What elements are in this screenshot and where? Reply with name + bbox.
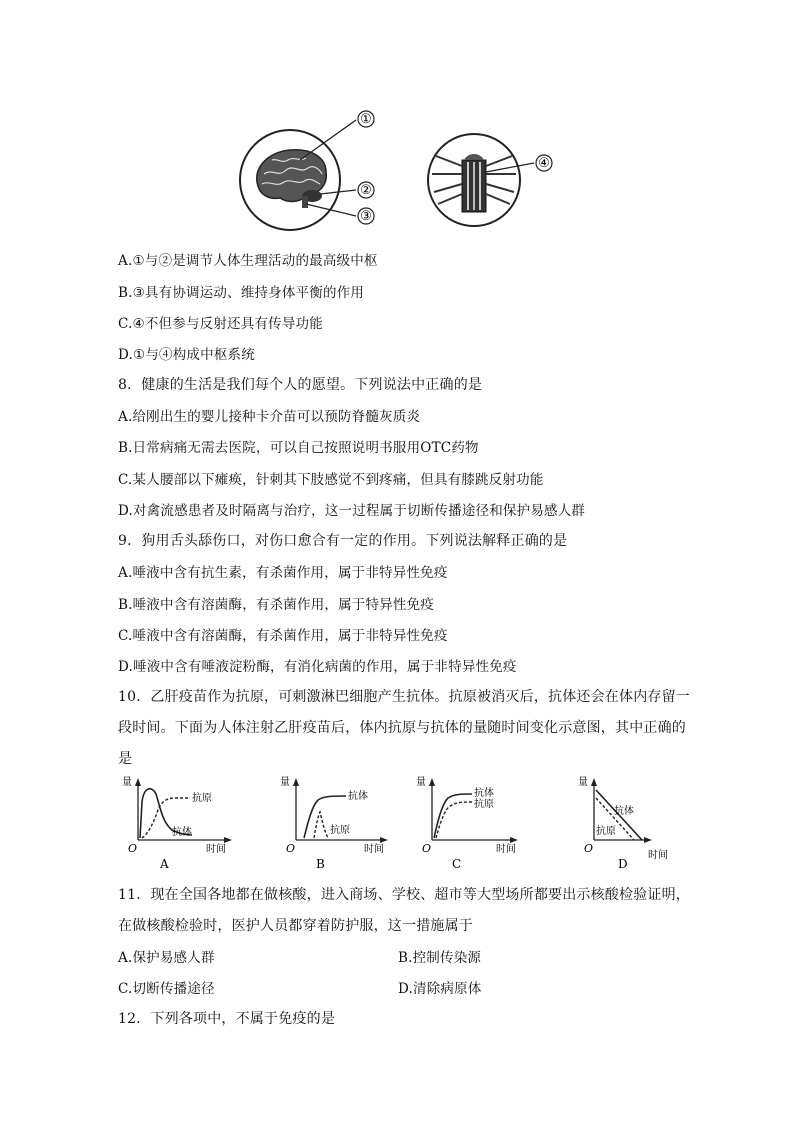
graph-a-origin: O [128, 842, 138, 855]
graph-d-antigen: 抗原 [596, 826, 616, 837]
nervous-system-figure [228, 108, 568, 233]
graph-d-origin: O [584, 842, 594, 855]
graph-c-xlabel: 时间 [496, 844, 516, 855]
graph-b-origin: O [286, 842, 296, 855]
label-1: ① [360, 112, 372, 127]
label-3: ③ [360, 209, 372, 224]
q11-option-c: C.切断传播途径 [118, 981, 215, 997]
q8-stem: 8．健康的生活是我们每个人的愿望。下列说法中正确的是 [118, 377, 483, 393]
graph-b-antigen: 抗原 [330, 825, 350, 836]
graph-b-xlabel: 时间 [364, 844, 384, 855]
q11-option-a: A.保护易感人群 [118, 950, 215, 966]
graph-a-antibody: 抗体 [172, 827, 192, 838]
q7-option-a: A.①与②是调节人体生理活动的最高级中枢 [118, 253, 378, 269]
q8-option-a: A.给刚出生的婴儿接种卡介苗可以预防脊髓灰质炎 [118, 409, 421, 425]
spinal-cord-icon [432, 154, 516, 212]
q9-option-a: A.唾液中含有抗生素，有杀菌作用，属于非特异性免疫 [118, 565, 448, 581]
q10-stem-line2: 段时间。下面为人体注射乙肝疫苗后，体内抗原与抗体的量随时间变化示意图，其中正确的 [118, 720, 686, 736]
q8-option-d: D.对禽流感患者及时隔离与治疗，这一过程属于切断传播途径和保护易感人群 [118, 503, 586, 519]
graph-c-ylabel: 量 [416, 777, 426, 788]
graph-a-ylabel: 量 [122, 777, 132, 788]
label-1-group [358, 111, 374, 127]
q8-option-c: C.某人腰部以下瘫痪，针刺其下肢感觉不到疼痛，但具有膝跳反射功能 [118, 472, 544, 488]
graph-b [280, 776, 388, 871]
graph-a-antigen: 抗原 [192, 793, 212, 804]
q8-option-b: B.日常病痛无需去医院，可以自己按照说明书服用OTC药物 [118, 440, 479, 456]
graph-c [416, 776, 518, 871]
graph-d [578, 776, 668, 871]
q12-stem: 12．下列各项中，不属于免疫的是 [118, 1011, 336, 1027]
q10-stem-line1: 10．乙肝疫苗作为抗原，可刺激淋巴细胞产生抗体。抗原被消灭后，抗体还会在体内存留一 [118, 689, 691, 705]
graph-b-antibody: 抗体 [348, 791, 368, 802]
label-4-group [536, 155, 552, 171]
q7-option-b: B.③具有协调运动、维持身体平衡的作用 [118, 285, 365, 301]
q10-stem-line3: 是 [118, 751, 133, 767]
graph-b-ylabel: 量 [280, 777, 290, 788]
q9-option-c: C.唾液中含有溶菌酶，有杀菌作用，属于非特异性免疫 [118, 628, 448, 644]
q9-option-d: D.唾液中含有唾液淀粉酶，有消化病菌的作用，属于非特异性免疫 [118, 659, 517, 675]
graph-c-caption: C [452, 857, 462, 871]
label-2: ② [360, 183, 372, 198]
q9-stem: 9．狗用舌头舔伤口，对伤口愈合有一定的作用。下列说法解释正确的是 [118, 533, 568, 549]
q11-stem-line1: 11．现在全国各地都在做核酸，进入商场、学校、超市等大型场所都要出示核酸检验证明， [118, 887, 691, 903]
graph-c-antigen: 抗原 [474, 799, 494, 810]
graph-a-xlabel: 时间 [206, 844, 226, 855]
graph-c-antibody: 抗体 [474, 788, 494, 799]
graph-b-caption: B [316, 857, 325, 871]
graph-d-ylabel: 量 [578, 777, 588, 788]
label-4: ④ [538, 156, 550, 171]
q9-option-b: B.唾液中含有溶菌酶，有杀菌作用，属于特异性免疫 [118, 597, 435, 613]
q7-option-c: C.④不但参与反射还具有传导功能 [118, 316, 323, 332]
graph-a [122, 776, 232, 871]
graph-a-caption: A [160, 857, 169, 871]
q7-option-d: D.①与④构成中枢系统 [118, 347, 255, 363]
label-2-group [358, 182, 374, 198]
label-3-group [358, 208, 374, 224]
graph-d-antibody: 抗体 [614, 806, 634, 817]
brain-icon [257, 150, 327, 208]
q11-option-d: D.清除病原体 [398, 981, 482, 997]
q11-stem-line2: 在做核酸检验时，医护人员都穿着防护服，这一措施属于 [118, 918, 473, 934]
q11-option-b: B.控制传染源 [398, 950, 482, 966]
graph-d-xlabel: 时间 [648, 850, 668, 861]
graph-c-origin: O [422, 842, 432, 855]
graph-d-caption: D [618, 857, 628, 871]
antigen-antibody-graphs [118, 772, 698, 872]
